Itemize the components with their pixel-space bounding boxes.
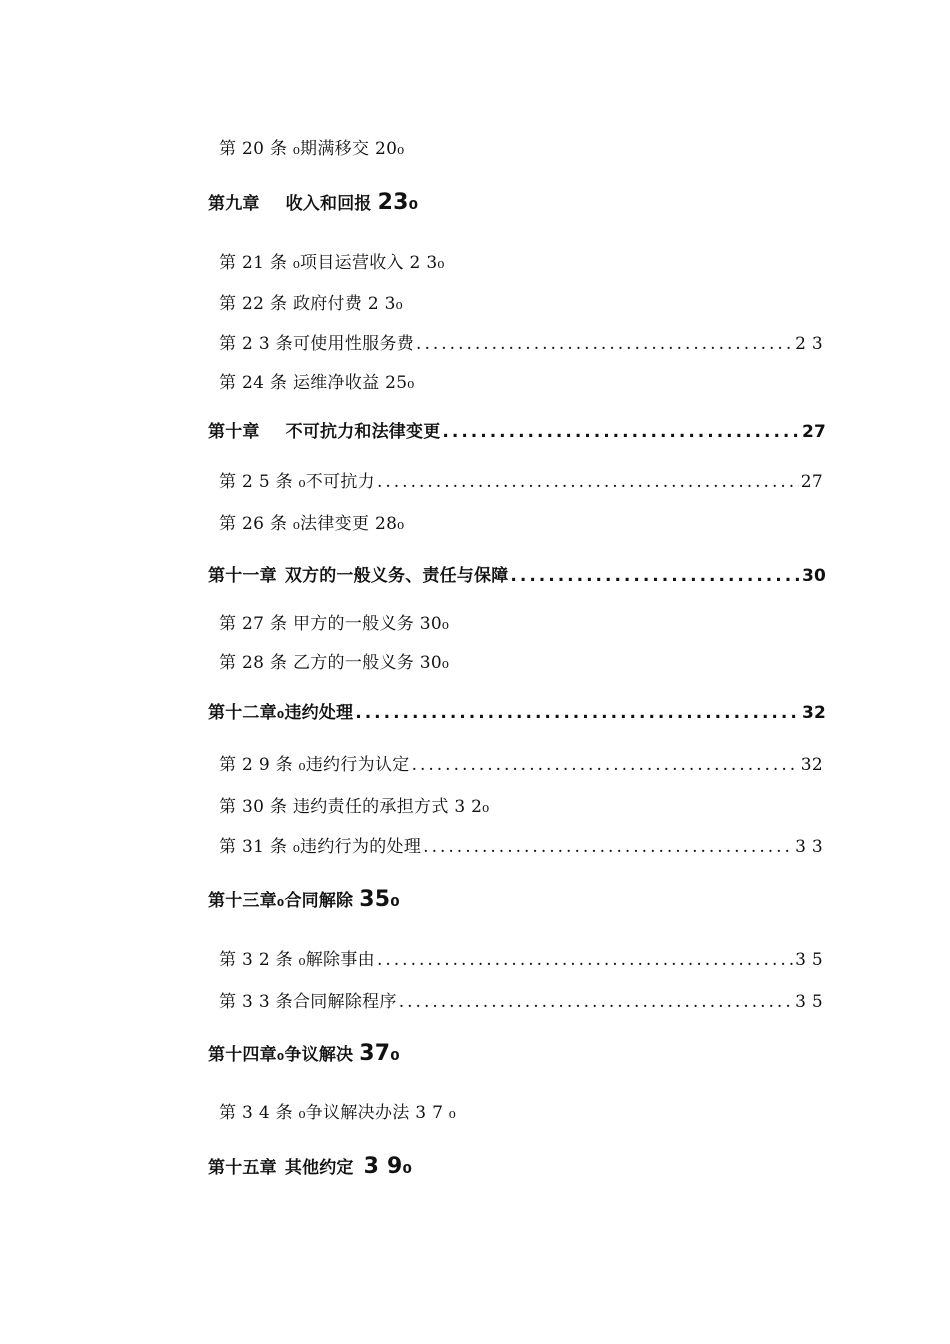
toc-chapter-title: 第十四章 (208, 1045, 277, 1065)
toc-chapter-page: 30 (801, 566, 826, 586)
toc-article-33[interactable] (219, 987, 823, 1012)
toc-article-31[interactable] (219, 832, 823, 857)
toc-chapter-text: 双方的一般义务、责任与保障 (284, 566, 509, 586)
toc-article-text: 第 2 5 条 ₀不可抗力 (219, 472, 375, 492)
toc-article-text: 第 2 3 条可使用性服务费 (219, 334, 415, 354)
toc-leader (399, 992, 793, 1012)
toc-article-text: 第 20 条 ₀期满移交 20₀ (219, 139, 405, 159)
toc-chapter-text: ₀合同解除 (276, 891, 354, 911)
toc-article-30[interactable] (219, 792, 823, 817)
toc-chapter-9[interactable] (208, 189, 826, 215)
toc-article-page: 2 3 (795, 334, 823, 354)
toc-leader (416, 334, 793, 354)
toc-article-text: 第 21 条 ₀项目运营收入 2 3₀ (219, 253, 445, 273)
toc-article-24[interactable] (219, 368, 823, 393)
toc-article-32[interactable] (219, 945, 823, 970)
toc-article-28[interactable] (219, 648, 823, 673)
toc-chapter-text: 收入和回报 (285, 194, 372, 214)
toc-article-text: 第 2 9 条 ₀违约行为认定 (219, 755, 410, 775)
toc-chapter-text: 不可抗力和法律变更 (285, 422, 441, 442)
toc-article-page: 3 5 (795, 950, 823, 970)
toc-chapter-page: 32 (801, 703, 826, 723)
toc-chapter-title: 第十五章 (208, 1158, 277, 1178)
toc-article-23[interactable] (219, 329, 823, 354)
toc-article-text: 第 27 条 甲方的一般义务 30₀ (219, 614, 450, 634)
toc-chapter-title: 第十二章 (208, 703, 277, 723)
toc-chapter-page: 35₀ (359, 887, 401, 912)
toc-article-text: 第 3 4 条 ₀争议解决办法 3 7 ₀ (219, 1103, 457, 1123)
toc-chapter-text: ₀争议解决 (276, 1045, 354, 1065)
toc-chapter-14[interactable] (208, 1040, 826, 1066)
toc-chapter-page: 3 9₀ (363, 1154, 413, 1179)
toc-article-text: 第 31 条 ₀违约行为的处理 (219, 837, 422, 857)
toc-leader (423, 837, 793, 857)
toc-leader (412, 755, 799, 775)
toc-chapter-title: 第九章 (208, 194, 260, 214)
toc-chapter-12[interactable] (208, 698, 826, 723)
toc-article-20[interactable] (219, 134, 823, 159)
toc-article-25[interactable] (219, 467, 823, 492)
toc-article-page: 27 (800, 472, 823, 492)
toc-leader (377, 472, 799, 492)
toc-chapter-13[interactable] (208, 886, 826, 912)
toc-article-text: 第 24 条 运维净收益 25₀ (219, 373, 415, 393)
toc-article-text: 第 3 3 条合同解除程序 (219, 992, 397, 1012)
toc-article-21[interactable] (219, 248, 823, 273)
toc-article-22[interactable] (219, 289, 823, 314)
toc-leader (355, 703, 800, 723)
toc-leader (442, 422, 800, 442)
toc-article-26[interactable] (219, 509, 823, 534)
toc-article-29[interactable] (219, 750, 823, 775)
toc-article-34[interactable] (219, 1098, 823, 1123)
toc-chapter-text: 其他约定 (284, 1158, 354, 1178)
toc-chapter-text: ₀违约处理 (276, 703, 354, 723)
toc-article-page: 3 5 (795, 992, 823, 1012)
toc-article-text: 第 3 2 条 ₀解除事由 (219, 950, 375, 970)
toc-chapter-page: 23₀ (377, 190, 419, 215)
toc-chapter-title: 第十章 (208, 422, 260, 442)
toc-leader (510, 566, 800, 586)
toc-chapter-title: 第十三章 (208, 891, 277, 911)
toc-article-text: 第 26 条 ₀法律变更 28₀ (219, 514, 405, 534)
toc-chapter-15[interactable] (208, 1153, 826, 1179)
toc-leader (377, 950, 793, 970)
toc-article-27[interactable] (219, 609, 823, 634)
toc-chapter-title: 第十一章 (208, 566, 277, 586)
toc-chapter-11[interactable] (208, 561, 826, 586)
toc-chapter-page: 27 (801, 422, 826, 442)
toc-chapter-10[interactable] (208, 417, 826, 442)
toc-chapter-page: 37₀ (359, 1041, 401, 1066)
toc-article-page: 3 3 (795, 837, 823, 857)
toc-article-page: 32 (800, 755, 823, 775)
toc-article-text: 第 22 条 政府付费 2 3₀ (219, 294, 403, 314)
toc-article-text: 第 28 条 乙方的一般义务 30₀ (219, 653, 450, 673)
toc-article-text: 第 30 条 违约责任的承担方式 3 2₀ (219, 797, 490, 817)
